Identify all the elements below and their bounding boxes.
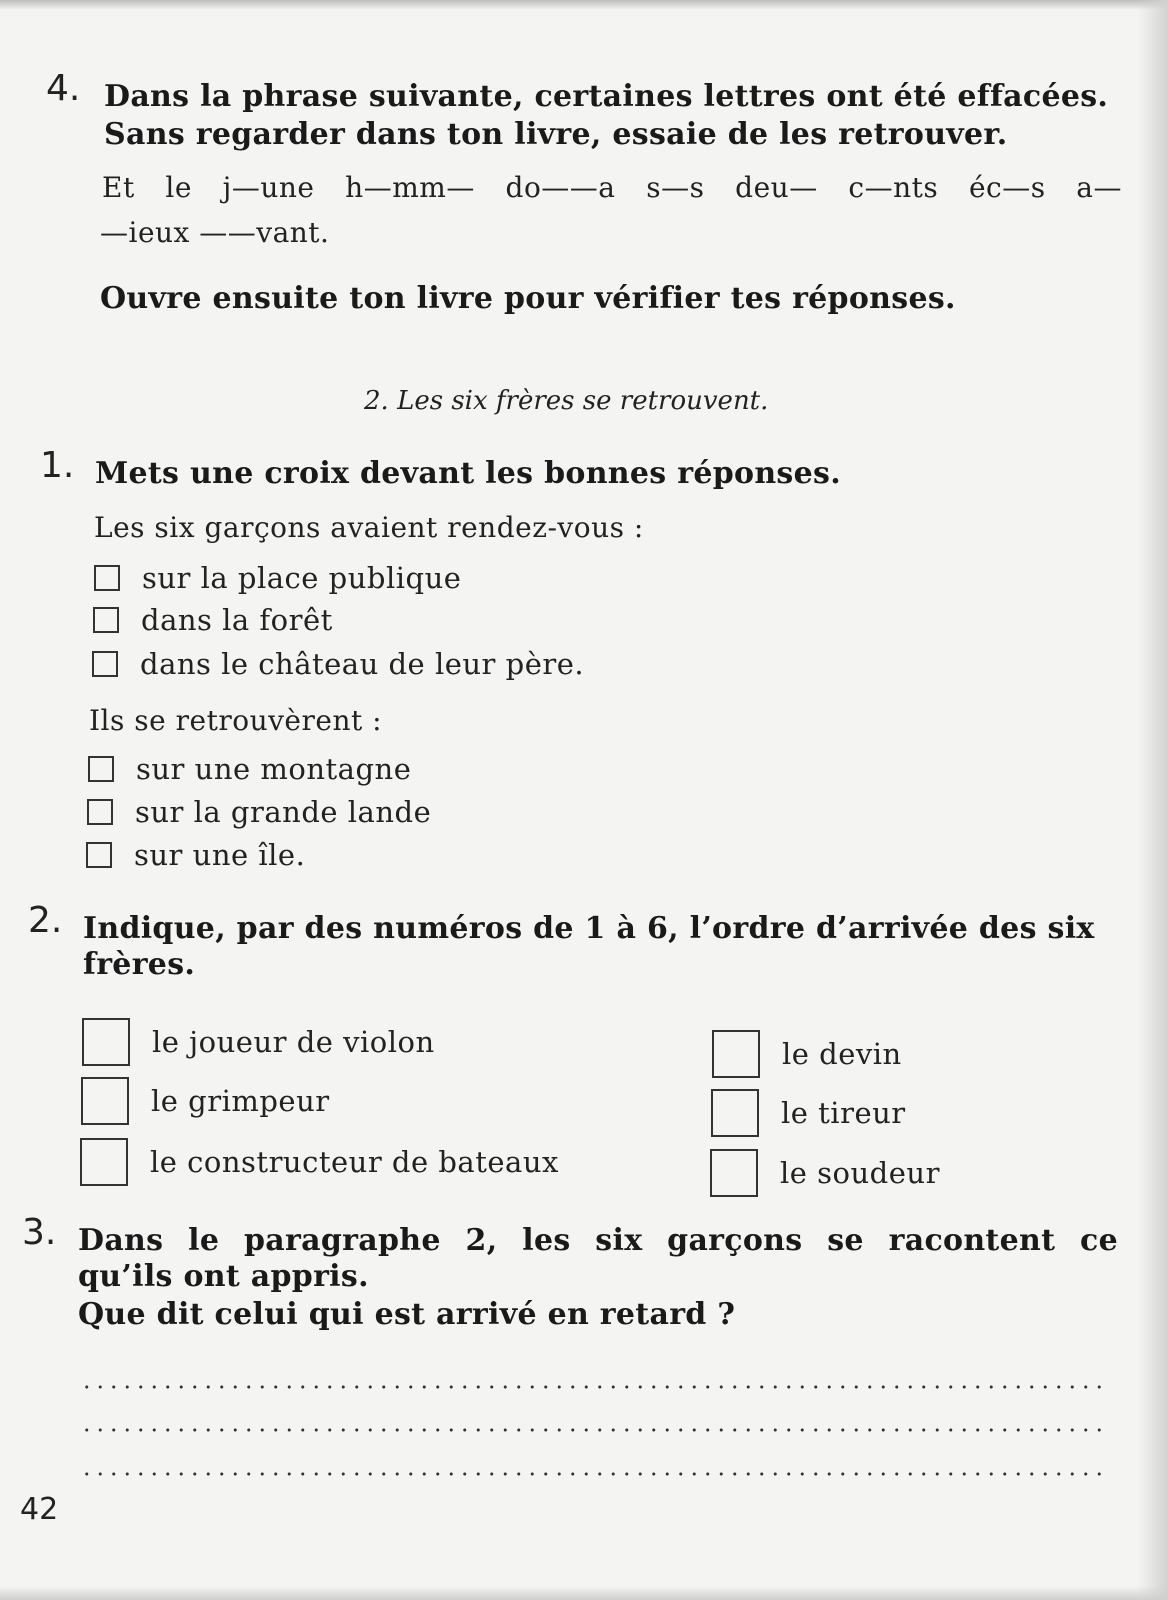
q2-item-joueur-de-violon[interactable] — [82, 1018, 435, 1066]
question-1-title: Mets une croix devant les bonnes réponses. — [95, 456, 841, 491]
answer-line-1[interactable] — [80, 1385, 1105, 1389]
question-2-number: 2. — [28, 900, 63, 941]
exercise-4-number: 4. — [46, 68, 81, 109]
question-3-number: 3. — [22, 1212, 57, 1253]
q1-option-foret[interactable] — [93, 603, 333, 637]
checkbox[interactable] — [87, 799, 113, 825]
number-box[interactable] — [81, 1077, 129, 1125]
option-label: dans la forêt — [141, 603, 333, 637]
answer-line-2[interactable] — [80, 1428, 1105, 1432]
number-box[interactable] — [80, 1138, 128, 1186]
item-label: le grimpeur — [151, 1084, 330, 1118]
checkbox[interactable] — [86, 842, 112, 868]
exercise-4-instruction: Ouvre ensuite ton livre pour vérifier tes réponses. — [100, 281, 956, 316]
item-label: le soudeur — [780, 1156, 940, 1190]
exercise-4-sentence-line1: Et le j—une h—mm— do——a s—s deu— c—nts éc—s a— — [102, 171, 1122, 204]
q2-item-grimpeur[interactable] — [81, 1077, 330, 1125]
item-label: le devin — [782, 1037, 902, 1071]
item-label: le joueur de violon — [152, 1025, 435, 1059]
section-title: 2. Les six frères se retrouvent. — [364, 386, 769, 416]
scan-shadow-top — [0, 0, 1168, 10]
option-label: sur la place publique — [142, 561, 462, 595]
exercise-4-title-line2: Sans regarder dans ton livre, essaie de les retrouver. — [104, 117, 1008, 152]
q2-item-tireur[interactable] — [711, 1089, 906, 1137]
q2-item-constructeur[interactable] — [80, 1138, 559, 1186]
q2-item-soudeur[interactable] — [710, 1149, 940, 1197]
exercise-4-sentence-line2: —ieux ——vant. — [100, 216, 330, 249]
question-3-title-line1: Dans le paragraphe 2, les six garçons se racontent ce — [78, 1223, 1118, 1258]
checkbox[interactable] — [92, 651, 118, 677]
option-label: sur une île. — [134, 838, 306, 872]
question-2-title-line1: Indique, par des numéros de 1 à 6, l’ordre d’arrivée des six — [83, 911, 1095, 946]
question-1-prompt-1: Les six garçons avaient rendez-vous : — [94, 511, 644, 544]
number-box[interactable] — [711, 1089, 759, 1137]
q1-option-montagne[interactable] — [88, 752, 411, 786]
question-1-prompt-2: Ils se retrouvèrent : — [89, 704, 383, 737]
checkbox[interactable] — [88, 756, 114, 782]
checkbox[interactable] — [94, 565, 120, 591]
q2-item-devin[interactable] — [712, 1030, 902, 1078]
number-box[interactable] — [712, 1030, 760, 1078]
scan-shadow-bottom — [0, 1586, 1168, 1600]
option-label: dans le château de leur père. — [140, 647, 585, 681]
item-label: le constructeur de bateaux — [150, 1145, 559, 1179]
q1-option-chateau[interactable] — [92, 647, 584, 681]
q1-option-grande-lande[interactable] — [87, 795, 431, 829]
page-number: 42 — [20, 1492, 59, 1527]
question-3-title-line2: qu’ils ont appris. — [78, 1259, 369, 1294]
option-label: sur une montagne — [136, 752, 412, 786]
exercise-4-title-line1: Dans la phrase suivante, certaines lettres ont été effacées. — [104, 79, 1109, 114]
question-2-title-line2: frères. — [83, 947, 196, 982]
number-box[interactable] — [710, 1149, 758, 1197]
item-label: le tireur — [781, 1096, 906, 1130]
q1-option-ile[interactable] — [86, 838, 305, 872]
question-1-number: 1. — [40, 445, 75, 486]
q1-option-place-publique[interactable] — [94, 561, 461, 595]
scan-shadow-right — [1138, 0, 1168, 1600]
answer-line-3[interactable] — [80, 1472, 1105, 1476]
number-box[interactable] — [82, 1018, 130, 1066]
question-3-title-line3: Que dit celui qui est arrivé en retard ? — [78, 1297, 736, 1332]
checkbox[interactable] — [93, 607, 119, 633]
option-label: sur la grande lande — [135, 795, 432, 829]
